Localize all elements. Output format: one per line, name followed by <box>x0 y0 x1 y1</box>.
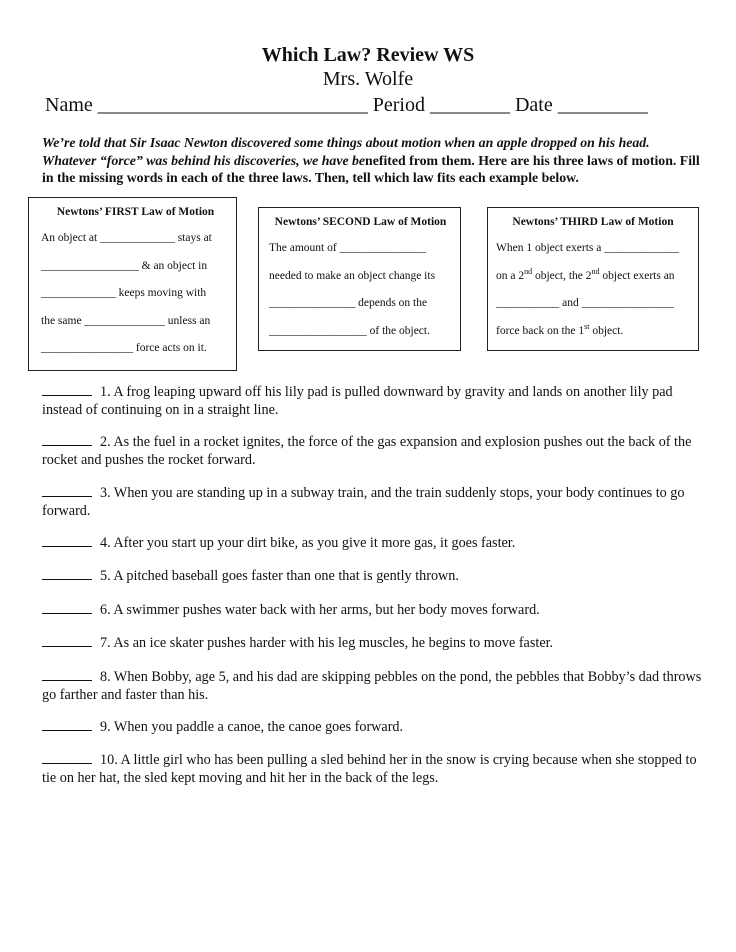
question-text: 10. A little girl who has been pulling a sled behind her in the snow is crying because when she stopped to tie on her hat, the sled kept moving and hit her in the back of the legs. <box>42 752 697 786</box>
answer-blank[interactable] <box>42 750 92 764</box>
question-text: 5. A pitched baseball goes faster than one that is gently thrown. <box>100 568 459 584</box>
question-text: 9. When you paddle a canoe, the canoe goes forward. <box>100 719 404 735</box>
third-law-line <box>496 263 690 291</box>
answer-blank[interactable] <box>42 566 92 580</box>
question-item <box>42 566 459 585</box>
ordinal-suffix: st <box>584 321 590 331</box>
ordinal-suffix: nd <box>591 266 600 276</box>
answer-blank[interactable] <box>42 432 92 446</box>
second-law-line: _________________ of the object. <box>269 324 430 337</box>
question-text: 4. After you start up your dirt bike, as you give it more gas, it goes faster. <box>100 535 516 551</box>
answer-blank[interactable] <box>42 600 92 614</box>
first-law-box <box>28 197 237 371</box>
first-law-heading: Newtons’ FIRST Law of Motion <box>56 206 215 218</box>
second-law-line: needed to make an object change its <box>269 269 436 282</box>
answer-blank[interactable] <box>42 717 92 731</box>
third-law-text: object. <box>589 324 624 337</box>
question-text: 3. When you are standing up in a subway train, and the train suddenly stops, your body continues to go forward. <box>42 485 685 519</box>
question-item <box>42 483 702 520</box>
question-item <box>42 633 553 652</box>
name-period-date-line: Name ___________________________ Period ________ Date _________ <box>45 94 648 116</box>
question-text: 6. A swimmer pushes water back with her arms, but her body moves forward. <box>100 602 540 618</box>
answer-blank[interactable] <box>42 533 92 547</box>
first-law-line: _____________ keeps moving with <box>41 287 207 300</box>
question-item <box>42 382 702 419</box>
question-text: 8. When Bobby, age 5, and his dad are skipping pebbles on the pond, the pebbles that Bobby’s dad throws go farther and faster than his. <box>42 669 702 703</box>
second-law-line: The amount of _______________ <box>269 242 426 254</box>
question-text: 7. As an ice skater pushes harder with his leg muscles, he begins to move faster. <box>100 635 554 651</box>
third-law-heading: Newtons’ THIRD Law of Motion <box>512 216 674 228</box>
answer-blank[interactable] <box>42 483 92 497</box>
first-law-line: the same ______________ unless an <box>41 314 211 327</box>
third-law-text: force back on the 1 <box>496 324 585 337</box>
intro-paragraph <box>42 134 702 187</box>
first-law-line: An object at _____________ stays at <box>41 232 212 244</box>
third-law-line: ___________ and ________________ <box>496 297 674 310</box>
answer-blank[interactable] <box>42 633 92 647</box>
first-law-line: _________________ & an object in <box>41 259 208 272</box>
question-text: 2. As the fuel in a rocket ignites, the force of the gas expansion and explosion pushes out the back of the rocket and pushes the rocket forward. <box>42 434 692 468</box>
third-law-text: object exerts an <box>599 269 675 282</box>
third-law-text: on a 2 <box>496 269 525 282</box>
answer-blank[interactable] <box>42 667 92 681</box>
answer-blank[interactable] <box>42 382 92 396</box>
question-item <box>42 432 702 469</box>
third-law-line <box>496 318 690 346</box>
question-item <box>42 750 702 787</box>
third-law-line: When 1 object exerts a _____________ <box>496 242 679 254</box>
intro-plain-text: nefited from them. Here are his three laws of motion. Fill in the missing words in each of the three laws. Then, tell which law fits each example below. <box>42 152 700 185</box>
second-law-line: _______________ depends on the <box>269 297 428 310</box>
ordinal-suffix: nd <box>524 266 533 276</box>
second-law-box <box>258 207 461 351</box>
question-item <box>42 533 515 552</box>
question-item <box>42 717 403 736</box>
third-law-box <box>487 207 699 351</box>
second-law-heading: Newtons’ SECOND Law of Motion <box>274 216 447 228</box>
question-item <box>42 600 540 619</box>
third-law-text: object, the 2 <box>532 269 592 282</box>
teacher-name: Mrs. Wolfe <box>322 68 414 90</box>
first-law-line: ________________ force acts on it. <box>41 342 207 355</box>
question-item <box>42 667 702 704</box>
intro-italic-text: We’re told that Sir Isaac Newton discovered some things about motion when an apple dropped on his head. Whatever “force” was behind his discoveries, we have be <box>42 135 650 168</box>
worksheet-title: Which Law? Review WS <box>261 44 475 66</box>
question-text: 1. A frog leaping upward off his lily pad is pulled downward by gravity and lands on another lily pad instead of continuing on in a straight line. <box>42 384 673 418</box>
